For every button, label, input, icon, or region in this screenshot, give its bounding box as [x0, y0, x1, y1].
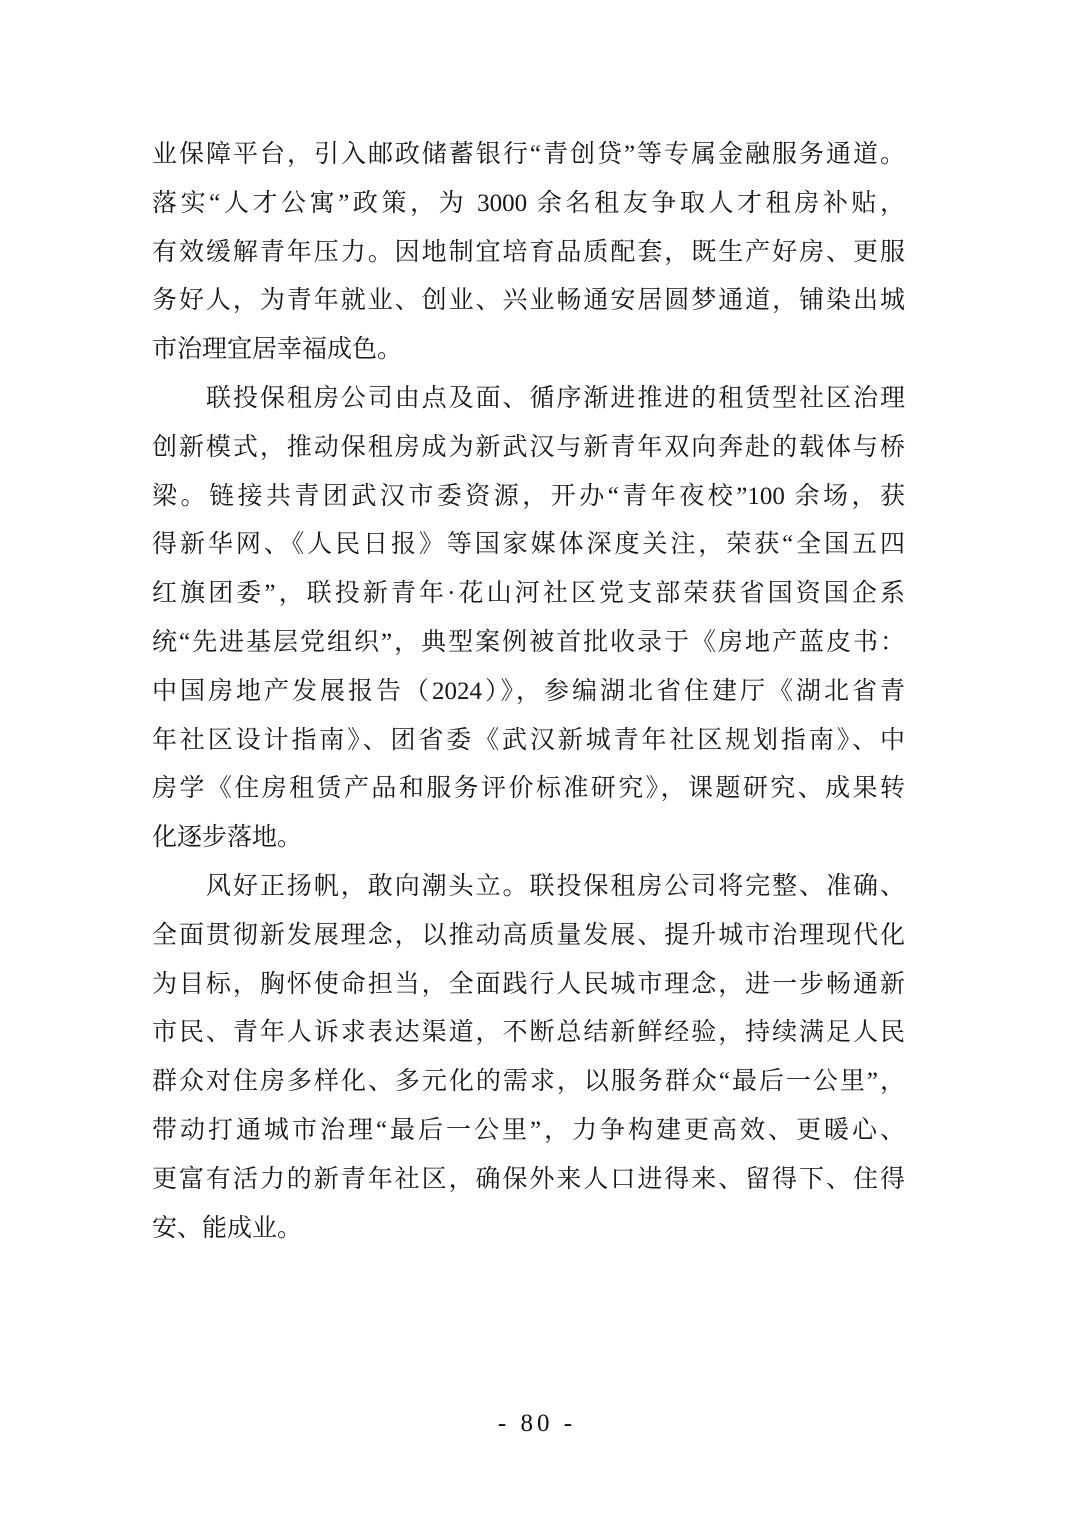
text-line: 房学《住房租赁产品和服务评价标准研究》，课题研究、成果转 — [152, 775, 905, 803]
text-line: 年社区设计指南》、团省委《武汉新城青年社区规划指南》、中 — [152, 726, 905, 754]
text-line: 安、能成业。 — [152, 1214, 303, 1242]
text-line: 更富有活力的新青年社区，确保外来人口进得来、留得下、住得 — [152, 1165, 905, 1193]
text-line: 业保障平台，引入邮政储蓄银行“青创贷”等专属金融服务通道。 — [152, 141, 905, 168]
text-line: 为目标，胸怀使命担当，全面践行人民城市理念，进一步畅通新 — [152, 970, 905, 998]
text-line: 全面贯彻新发展理念，以推动高质量发展、提升城市治理现代化 — [152, 921, 905, 949]
text-line: 梁。链接共青团武汉市委资源，开办“青年夜校”100 余场，获 — [152, 482, 905, 510]
text-line: 群众对住房多样化、多元化的需求，以服务群众“最后一公里”， — [152, 1068, 905, 1096]
text-line: 市民、青年人诉求表达渠道，不断总结新鲜经验，持续满足人民 — [152, 1019, 905, 1047]
text-line: 化逐步落地。 — [152, 824, 303, 852]
text-line: 风好正扬帆，敢向潮头立。联投保租房公司将完整、准确、 — [206, 872, 905, 900]
text-line: 联投保租房公司由点及面、循序渐进推进的租赁型社区治理 — [206, 384, 905, 412]
text-line: 中国房地产发展报告（2024）》，参编湖北省住建厅《湖北省青 — [152, 677, 905, 705]
text-line: 落实“人才公寓”政策，为 3000 余名租友争取人才租房补贴， — [152, 189, 905, 217]
text-line: 有效缓解青年压力。因地制宜培育品质配套，既生产好房、更服 — [152, 238, 905, 266]
text-line: 带动打通城市治理“最后一公里”，力争构建更高效、更暖心、 — [152, 1116, 905, 1144]
text-line: 市治理宜居幸福成色。 — [152, 336, 403, 364]
text-line: 统“先进基层党组织”，典型案例被首批收录于《房地产蓝皮书： — [152, 628, 905, 656]
text-line: 得新华网、《人民日报》等国家媒体深度关注，荣获“全国五四 — [152, 531, 905, 559]
page-number: - 80 - — [497, 1410, 577, 1437]
paragraph — [152, 131, 905, 375]
text-line: 创新模式，推动保租房成为新武汉与新青年双向奔赴的载体与桥 — [152, 433, 905, 461]
paragraph — [152, 863, 905, 1253]
paragraph — [152, 375, 905, 863]
document-text-block — [152, 131, 905, 1253]
text-line: 务好人，为青年就业、创业、兴业畅通安居圆梦通道，铺染出城 — [152, 287, 905, 315]
text-line: 红旗团委”，联投新青年·花山河社区党支部荣获省国资国企系 — [152, 580, 905, 608]
